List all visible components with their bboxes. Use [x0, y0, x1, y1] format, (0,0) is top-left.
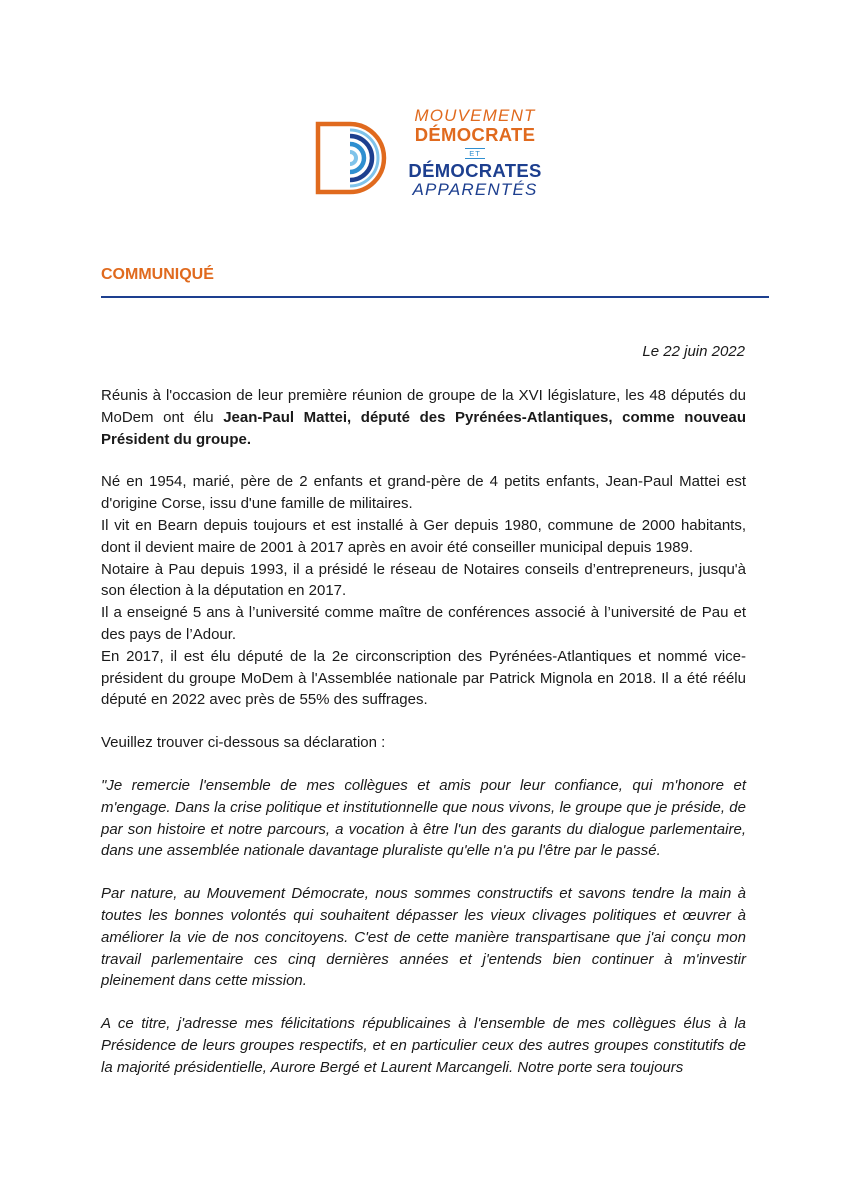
lead-bold-text: Jean-Paul Mattei, député des Pyrénées-Atlantiques, comme nouveau Président du groupe. — [101, 408, 746, 448]
logo-d-mark-icon — [310, 102, 400, 212]
bio-paragraph-1: Né en 1954, marié, père de 2 enfants et grand-père de 4 petits enfants, Jean-Paul Mattei est d'origine Corse, issu d'une famille de militaires. — [101, 473, 746, 513]
document-label: COMMUNIQUÉ — [101, 266, 214, 283]
header-divider — [101, 296, 769, 298]
logo-line-2: DÉMOCRATE — [414, 124, 536, 145]
party-logo — [310, 102, 550, 212]
quote-paragraph-2: Par nature, au Mouvement Démocrate, nous sommes constructifs et savons tendre la main à toutes les bonnes volontés qui souhaitent dépasser les vieux clivages politiques et œuvrer à améliorer la vie de nos concitoyens. C'est de cette manière transpartisane que j'ai conçu mon travail parlementaire ces cinq dernières années et j'entends bien continuer à m'investir pleinement dans cette mission. — [101, 885, 746, 990]
lead-text: Réunis à l'occasion de leur première réunion de groupe de la XVI législature, les 48 députés du MoDem ont élu — [101, 387, 746, 426]
bio-paragraph-2: Il vit en Bearn depuis toujours et est installé à Ger depuis 1980, commune de 2000 habitants, dont il devient maire de 2001 à 2017 après en avoir été conseiller municipal depuis 1989. — [101, 516, 746, 556]
document-date: Le 22 juin 2022 — [642, 343, 745, 360]
bio-paragraph-3: Notaire à Pau depuis 1993, il a présidé le réseau de Notaires conseils d’entrepreneurs, jusqu'à son élection à la députation en 2017. — [101, 560, 746, 600]
logo-et: ET — [465, 148, 485, 159]
logo-line-4: DÉMOCRATES — [408, 159, 542, 181]
lead-paragraph — [101, 385, 746, 450]
quote-paragraph-1: "Je remercie l'ensemble de mes collègues et amis pour leur confiance, qui m'honore et m'engage. Dans la crise politique et institutionnelle que nous vivons, le groupe que je préside, de par son histoire et notre parcours, a vocation à être l'un des garants du dialogue parlementaire, dans une assemblée nationale davantage pluraliste qu'elle n'a pu l'être par le passé. — [101, 776, 746, 860]
logo-line-1: MOUVEMENT — [414, 106, 536, 125]
bio-paragraph-5: En 2017, il est élu député de la 2e circonscription des Pyrénées-Atlantiques et nommé vice-président du groupe MoDem à l'Assemblée nationale par Patrick Mignola en 2018. Il a été réélu député en 2022 avec près de 55% des suffrages. — [101, 647, 746, 709]
quote-paragraph-3: A ce titre, j'adresse mes félicitations républicaines à l'ensemble de mes collègues élus à la Présidence de leurs groupes respectifs, et en particulier ceux des autres groupes constitutifs de la majorité présidentielle, Aurore Bergé et Laurent Marcangeli. Notre porte sera toujours — [101, 1015, 746, 1076]
declaration-intro: Veuillez trouver ci-dessous sa déclaration : — [101, 734, 386, 752]
logo-wordmark — [400, 107, 550, 198]
bio-paragraph-4: Il a enseigné 5 ans à l’université comme maître de conférences associé à l’université de Pau et des pays de l’Adour. — [101, 604, 746, 643]
document-body — [101, 385, 746, 1100]
logo-line-5: APPARENTÉS — [412, 180, 538, 199]
logo-line-3 — [400, 148, 550, 159]
